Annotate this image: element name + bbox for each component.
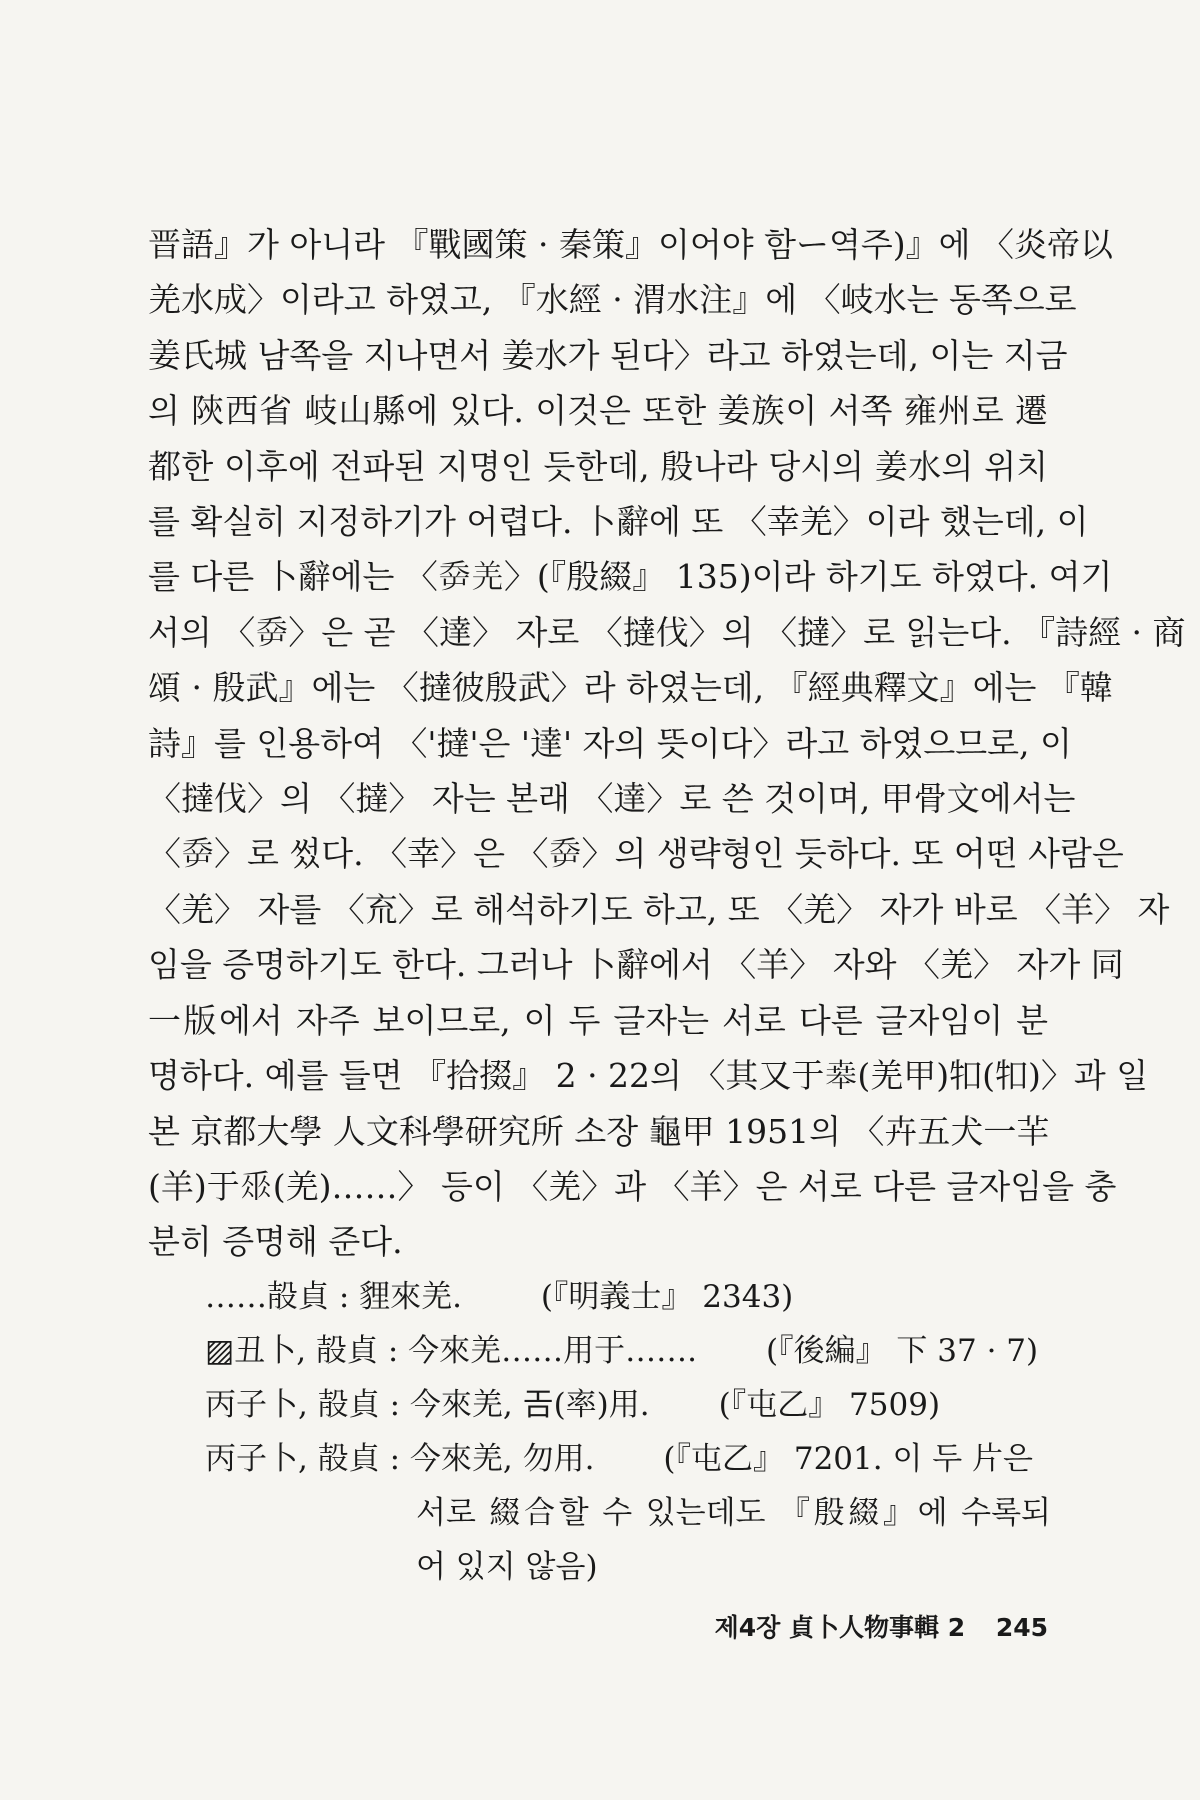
- quote-row: [205, 1270, 1060, 1324]
- paragraph-line: 姜氏城 남쪽을 지나면서 姜水가 된다〉라고 하였는데, 이는 지금: [148, 335, 1068, 375]
- quote-row: [205, 1324, 1060, 1378]
- paragraph-line: 都한 이후에 전파된 지명인 듯한데, 殷나라 당시의 姜水의 위치: [148, 446, 1048, 486]
- quote-lead: ▨丑卜,: [205, 1333, 316, 1369]
- main-paragraph: [148, 217, 1186, 1270]
- paragraph-line: 〈羌〉 자를 〈㐬〉로 해석하기도 하고, 또 〈羌〉 자가 바로 〈羊〉 자: [148, 889, 1170, 929]
- page-number: 245: [995, 1613, 1048, 1642]
- page-footer: [715, 1608, 1048, 1644]
- paragraph-line: 분히 증명해 준다.: [148, 1222, 403, 1262]
- quote-row: [205, 1378, 1060, 1432]
- quote-row: [205, 1432, 1060, 1486]
- quote-lead: 丙子卜,: [205, 1387, 318, 1423]
- quote-lead: ……: [205, 1279, 267, 1315]
- paragraph-line: 를 확실히 지정하기가 어렵다. 卜辭에 또 〈幸羌〉이라 했는데, 이: [148, 502, 1089, 542]
- paragraph-line: 서의 〈𡴘〉은 곧 〈達〉 자로 〈撻伐〉의 〈撻〉로 읽는다. 『詩經 · 商: [148, 612, 1186, 652]
- paragraph-line: 晋語』가 아니라 『戰國策 · 秦策』이어야 함ー역주)』에 〈炎帝以: [148, 225, 1113, 264]
- paragraph-line: 명하다. 예를 들면 『拾掇』 2 · 22의 〈其又于𠦪(羌甲)𤘘(𤘘)〉과 일: [148, 1056, 1149, 1096]
- quote-body: 㱿貞 : 今來羌, 勿用. (『屯乙』 7201. 이 두 片은: [317, 1441, 1034, 1477]
- quote-body: 㱿貞 : 貍來羌. (『明義士』 2343): [267, 1279, 794, 1315]
- quote-body: 㱿貞 : 今來羌, 𢀛(率)用. (『屯乙』 7509): [317, 1387, 941, 1423]
- quote-body: 㱿貞 : 今來羌……用于……. (『後編』 下 37 · 7): [316, 1333, 1039, 1369]
- paragraph-line: 〈撻伐〉의 〈撻〉 자는 본래 〈達〉로 쓴 것이며, 甲骨文에서는: [148, 779, 1076, 819]
- paragraph-line: 羌水成〉이라고 하였고, 『水經 · 渭水注』에 〈岐水는 동쪽으로: [148, 280, 1077, 320]
- paragraph-line: 一版에서 자주 보이므로, 이 두 글자는 서로 다른 글자임이 분: [148, 1000, 1048, 1040]
- paragraph-line: 詩』를 인용하여 〈'撻'은 '達' 자의 뜻이다〉라고 하였으므로, 이: [148, 723, 1072, 763]
- inscription-quotes: [205, 1270, 1060, 1594]
- quote-continuation: 어 있지 않음): [416, 1549, 598, 1585]
- quote-continuation: 서로 綴合할 수 있는데도 『殷綴』에 수록되: [416, 1495, 1051, 1531]
- quote-lead: 丙子卜,: [205, 1441, 318, 1477]
- paragraph-line: 〈𡴘〉로 썼다. 〈幸〉은 〈𡴘〉의 생략형인 듯하다. 또 어떤 사람은: [148, 834, 1124, 874]
- paragraph-line: 의 陝西省 岐山縣에 있다. 이것은 또한 姜族이 서쪽 雍州로 遷: [148, 391, 1048, 431]
- paragraph-line: 를 다른 卜辭에는 〈𡴘羌〉(『殷綴』 135)이라 하기도 하였다. 여기: [148, 557, 1113, 597]
- paragraph-line: 임을 증명하기도 한다. 그러나 卜辭에서 〈羊〉 자와 〈羌〉 자가 同: [148, 945, 1124, 985]
- chapter-title: 제4장 貞卜人物事輯 2: [714, 1613, 966, 1642]
- paragraph-line: (羊)于𠂹(羌)……〉 등이 〈羌〉과 〈羊〉은 서로 다른 글자임을 충: [148, 1166, 1117, 1206]
- paragraph-line: 頌 · 殷武』에는 〈撻彼殷武〉라 하였는데, 『經典釋文』에는 『韓: [148, 668, 1113, 708]
- paragraph-line: 본 京都大學 人文科學研究所 소장 龜甲 1951의 〈𠦄五犬一𦍋: [148, 1111, 1050, 1151]
